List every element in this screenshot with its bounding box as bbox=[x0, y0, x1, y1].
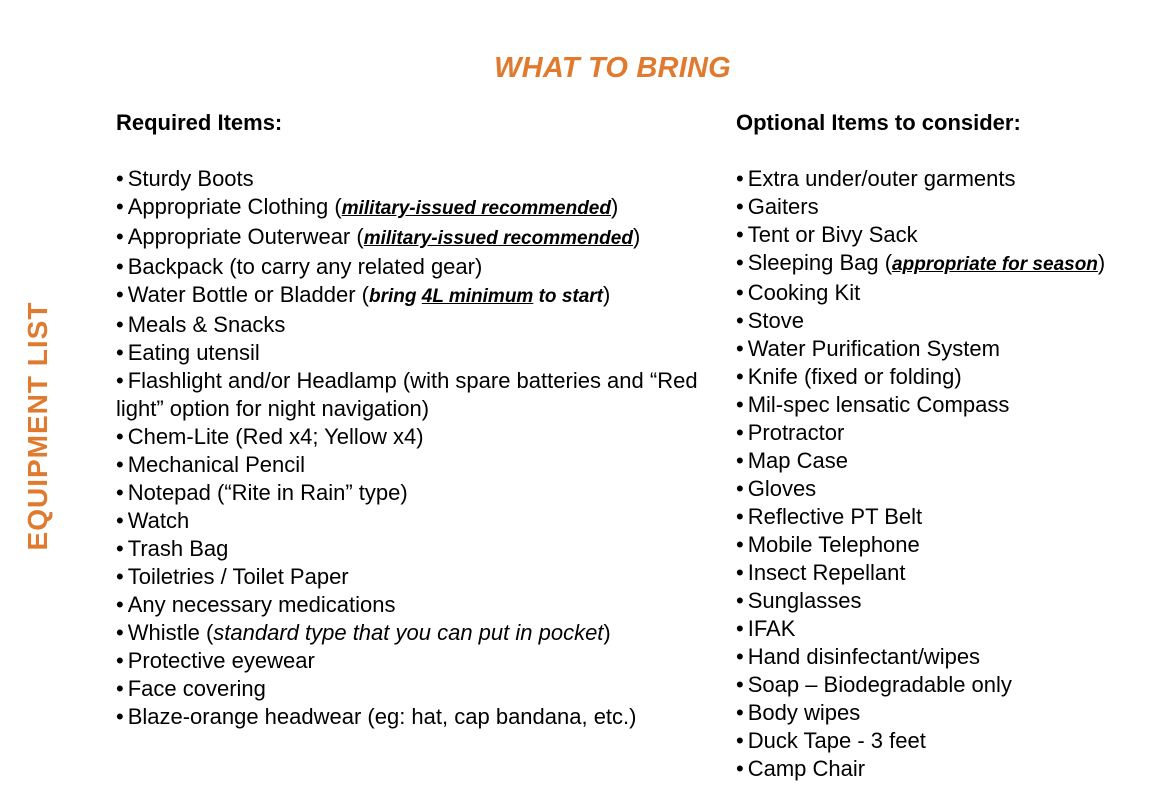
bullet-icon: • bbox=[736, 700, 744, 725]
list-item: • Water Purification System bbox=[736, 336, 1000, 361]
bullet-icon: • bbox=[736, 644, 744, 669]
bullet-icon: • bbox=[116, 564, 124, 589]
list-item: • Appropriate Clothing (military-issued recommended) bbox=[116, 194, 619, 219]
bullet-icon: • bbox=[116, 312, 124, 337]
emphasis-note: appropriate for season bbox=[892, 254, 1098, 275]
emphasis-note: military-issued recommended bbox=[363, 228, 633, 249]
bullet-icon: • bbox=[116, 282, 124, 307]
required-items-column bbox=[116, 109, 716, 731]
bullet-icon: • bbox=[736, 308, 744, 333]
list-item: • Stove bbox=[736, 308, 804, 333]
bullet-icon: • bbox=[736, 756, 744, 781]
required-items-heading: Required Items: bbox=[116, 110, 283, 135]
list-item: • Whistle (standard type that you can put in pocket) bbox=[116, 620, 611, 645]
list-item: • Gaiters bbox=[736, 194, 819, 219]
list-item: • Tent or Bivy Sack bbox=[736, 222, 918, 247]
bullet-icon: • bbox=[116, 452, 124, 477]
bullet-icon: • bbox=[736, 336, 744, 361]
list-item: • Backpack (to carry any related gear) bbox=[116, 254, 483, 279]
bullet-icon: • bbox=[736, 672, 744, 697]
list-item: • Notepad (“Rite in Rain” type) bbox=[116, 480, 408, 505]
bullet-icon: • bbox=[736, 560, 744, 585]
bullet-icon: • bbox=[736, 504, 744, 529]
bullet-icon: • bbox=[736, 588, 744, 613]
list-item: • Mobile Telephone bbox=[736, 532, 920, 557]
bullet-icon: • bbox=[736, 194, 744, 219]
emphasis-note: 4L minimum bbox=[421, 286, 534, 307]
list-item: • Sleeping Bag (appropriate for season) bbox=[736, 250, 1106, 275]
bullet-icon: • bbox=[116, 224, 124, 249]
bullet-icon: • bbox=[116, 254, 124, 279]
list-item: • Duck Tape - 3 feet bbox=[736, 728, 926, 753]
list-item: • Water Bottle or Bladder (bring 4L minimum to start) bbox=[116, 282, 611, 307]
bullet-icon: • bbox=[736, 250, 744, 275]
list-item: • Sturdy Boots bbox=[116, 166, 254, 191]
list-item: • Flashlight and/or Headlamp (with spare batteries and “Red light” option for night navigation) bbox=[116, 368, 698, 421]
bullet-icon: • bbox=[116, 508, 124, 533]
list-item: • Cooking Kit bbox=[736, 280, 861, 305]
list-item: • Chem-Lite (Red x4; Yellow x4) bbox=[116, 424, 424, 449]
list-item: • Eating utensil bbox=[116, 340, 260, 365]
list-item: • Mechanical Pencil bbox=[116, 452, 306, 477]
list-item: • IFAK bbox=[736, 616, 796, 641]
list-item: • Protractor bbox=[736, 420, 845, 445]
bullet-icon: • bbox=[736, 532, 744, 557]
bullet-icon: • bbox=[116, 648, 124, 673]
bullet-icon: • bbox=[736, 222, 744, 247]
optional-items-heading: Optional Items to consider: bbox=[736, 110, 1021, 135]
list-item: • Trash Bag bbox=[116, 536, 229, 561]
list-item: • Mil-spec lensatic Compass bbox=[736, 392, 1010, 417]
list-item: • Protective eyewear bbox=[116, 648, 315, 673]
bullet-icon: • bbox=[736, 616, 744, 641]
list-item: • Toiletries / Toilet Paper bbox=[116, 564, 349, 589]
bullet-icon: • bbox=[116, 340, 124, 365]
bullet-icon: • bbox=[116, 424, 124, 449]
bullet-icon: • bbox=[116, 166, 124, 191]
bullet-icon: • bbox=[116, 368, 124, 393]
list-item: • Meals & Snacks bbox=[116, 312, 286, 337]
list-item: • Camp Chair bbox=[736, 756, 866, 781]
required-items-list bbox=[116, 165, 716, 731]
bullet-icon: • bbox=[736, 448, 744, 473]
bullet-icon: • bbox=[736, 364, 744, 389]
bullet-icon: • bbox=[736, 728, 744, 753]
bullet-icon: • bbox=[736, 420, 744, 445]
optional-items-list bbox=[736, 165, 1151, 783]
bullet-icon: • bbox=[736, 392, 744, 417]
italic-note: standard type that you can put in pocket bbox=[213, 620, 604, 645]
list-item: • Soap – Biodegradable only bbox=[736, 672, 1012, 697]
bullet-icon: • bbox=[116, 704, 124, 729]
bullet-icon: • bbox=[736, 476, 744, 501]
bullet-icon: • bbox=[736, 166, 744, 191]
list-item: • Extra under/outer garments bbox=[736, 166, 1016, 191]
equipment-list-label: EQUIPMENT LIST bbox=[22, 301, 53, 551]
bullet-icon: • bbox=[116, 676, 124, 701]
list-item: • Watch bbox=[116, 508, 190, 533]
list-item: • Hand disinfectant/wipes bbox=[736, 644, 981, 669]
bullet-icon: • bbox=[116, 480, 124, 505]
optional-items-column bbox=[736, 109, 1151, 783]
list-item: • Insect Repellant bbox=[736, 560, 906, 585]
emphasis-note: to start bbox=[533, 286, 604, 307]
list-item: • Sunglasses bbox=[736, 588, 862, 613]
list-item: • Blaze-orange headwear (eg: hat, cap bandana, etc.) bbox=[116, 704, 637, 729]
bullet-icon: • bbox=[116, 592, 124, 617]
emphasis-note: military-issued recommended bbox=[341, 198, 611, 219]
emphasis-note: bring bbox=[368, 286, 422, 307]
list-item: • Any necessary medications bbox=[116, 592, 396, 617]
bullet-icon: • bbox=[116, 194, 124, 219]
list-item: • Appropriate Outerwear (military-issued recommended) bbox=[116, 224, 641, 249]
bullet-icon: • bbox=[116, 536, 124, 561]
bullet-icon: • bbox=[116, 620, 124, 645]
list-item: • Body wipes bbox=[736, 700, 861, 725]
list-item: • Gloves bbox=[736, 476, 817, 501]
page-title: WHAT TO BRING bbox=[494, 52, 731, 84]
list-item: • Knife (fixed or folding) bbox=[736, 364, 962, 389]
list-item: • Map Case bbox=[736, 448, 848, 473]
list-item: • Reflective PT Belt bbox=[736, 504, 923, 529]
list-item: • Face covering bbox=[116, 676, 266, 701]
bullet-icon: • bbox=[736, 280, 744, 305]
